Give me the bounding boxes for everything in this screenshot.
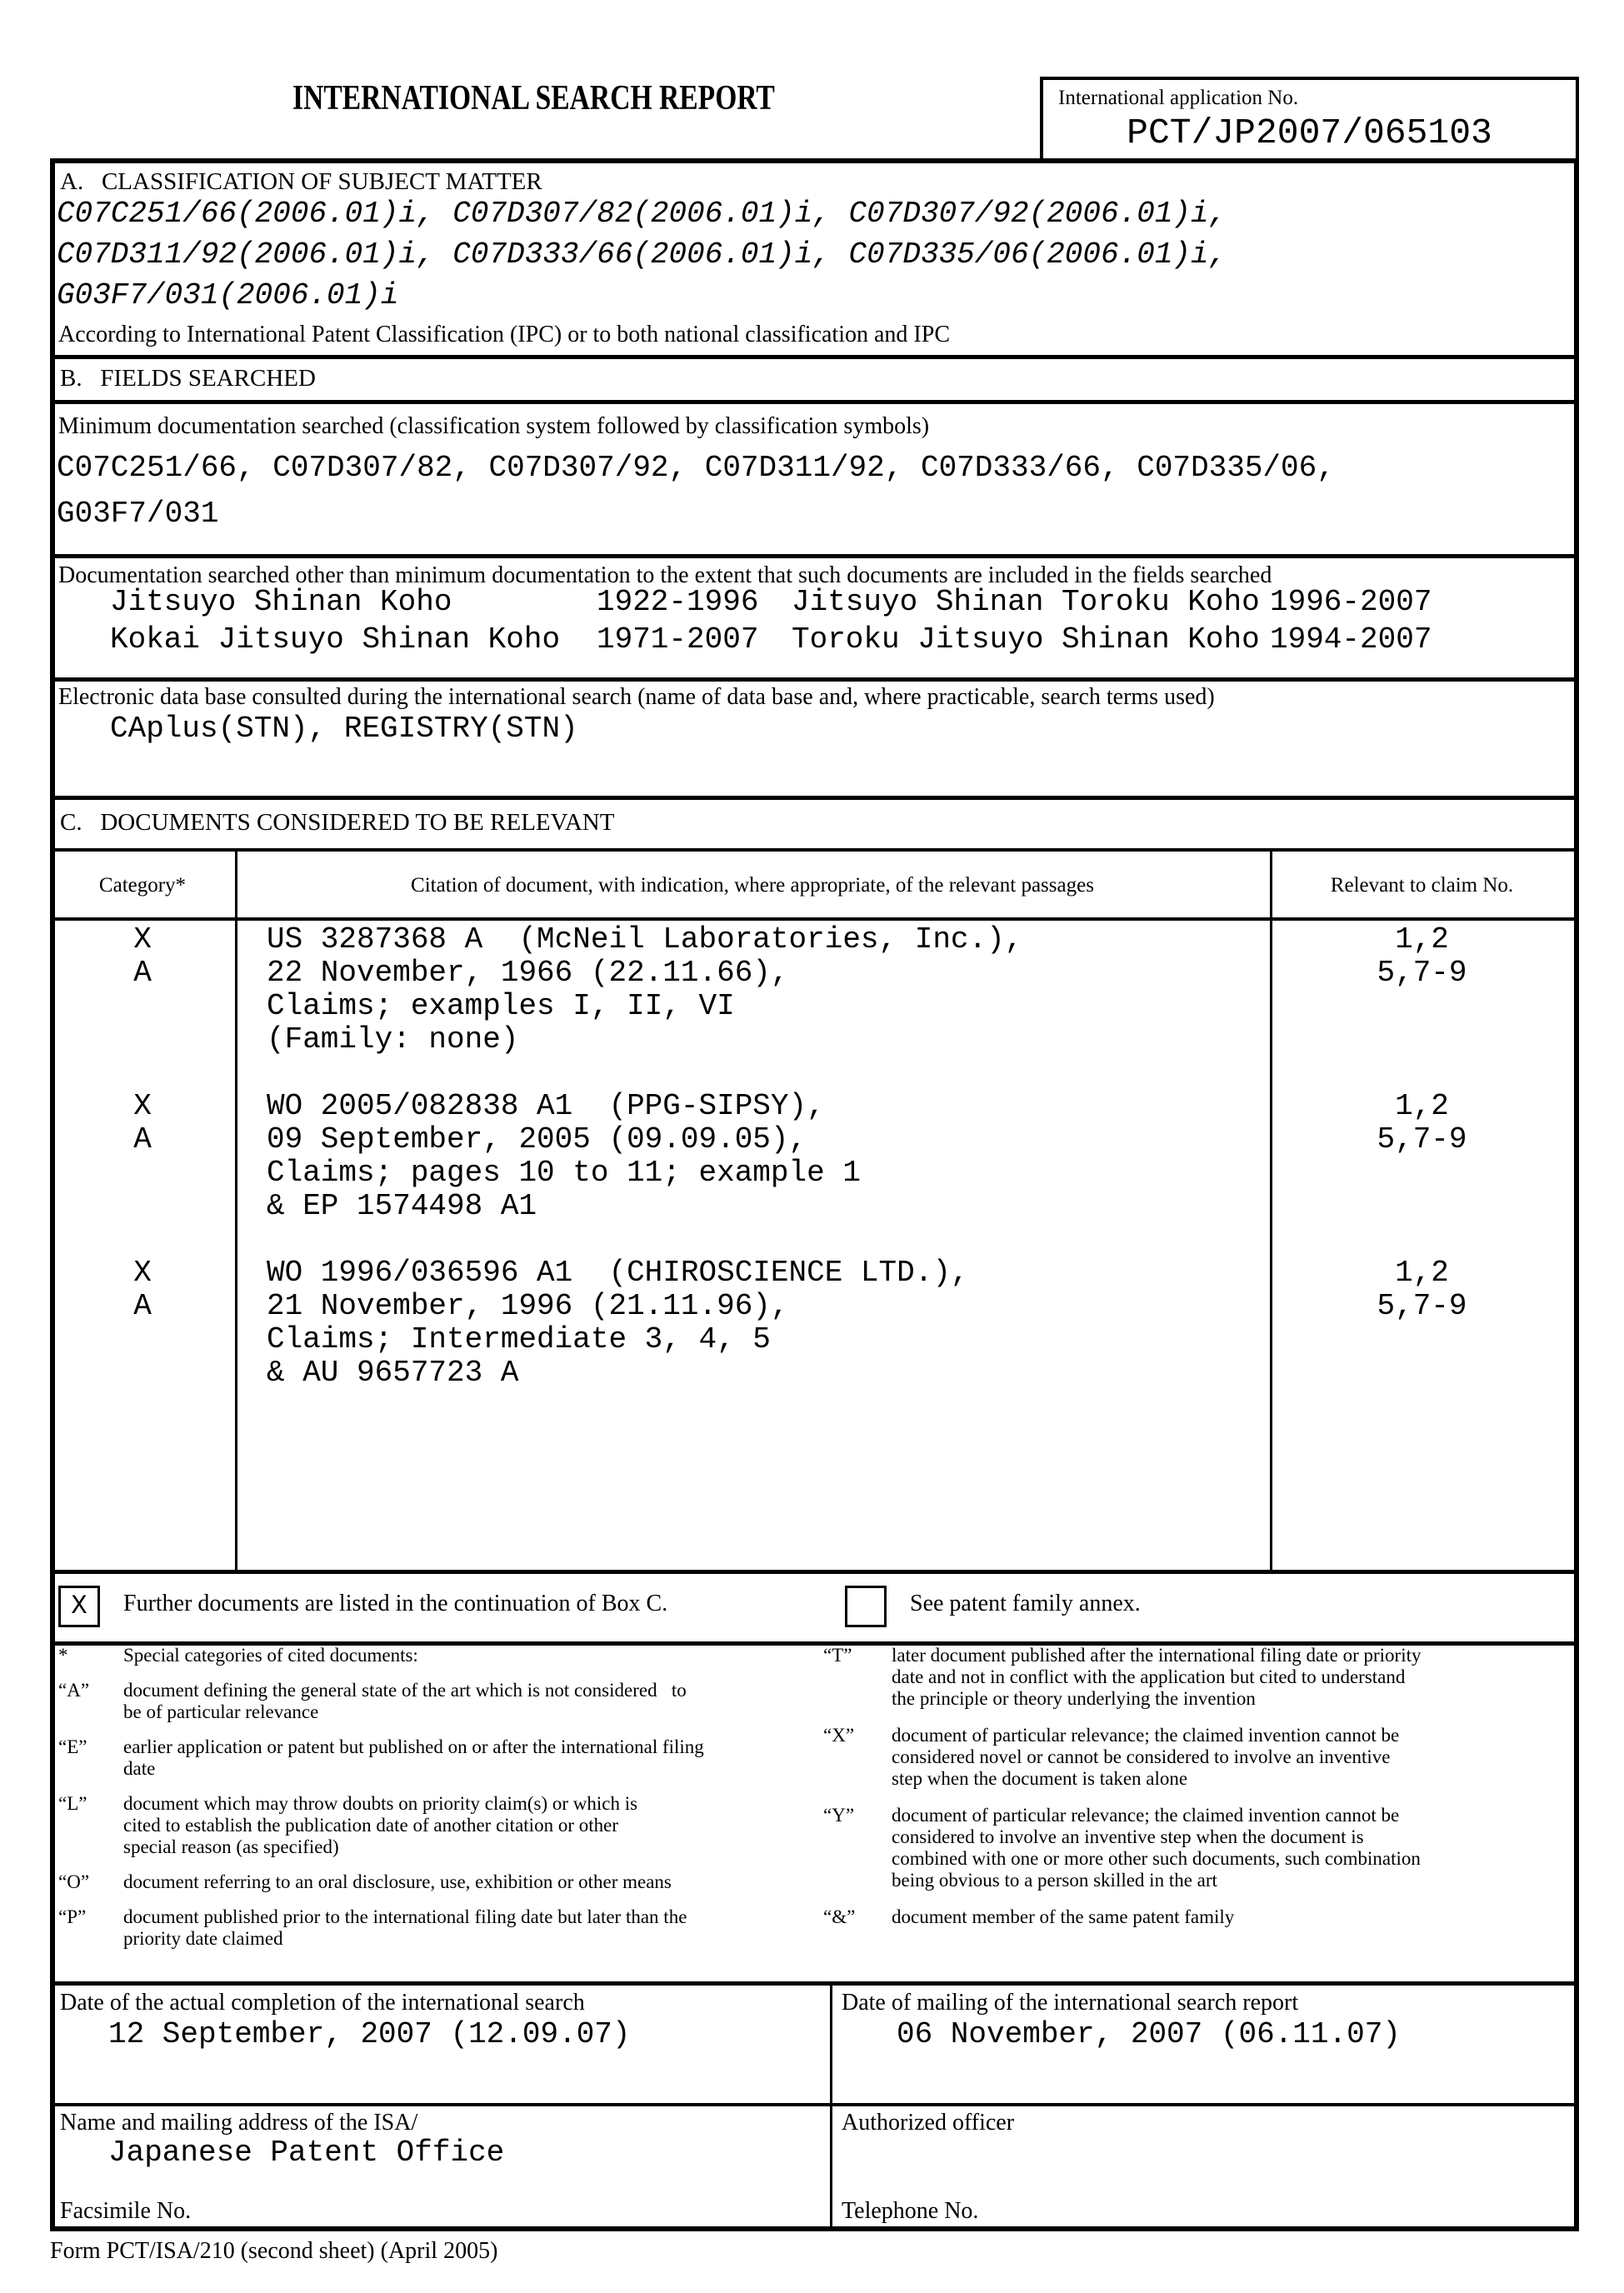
section-b-heading: B. FIELDS SEARCHED xyxy=(60,365,316,392)
isa-name-value: Japanese Patent Office xyxy=(108,2136,505,2170)
section-c-heading: C. DOCUMENTS CONSIDERED TO BE RELEVANT xyxy=(60,809,615,836)
patent-family-annex-checkbox[interactable] xyxy=(845,1586,887,1627)
legend-entry xyxy=(58,1793,783,1858)
mailing-date-label: Date of mailing of the international search report xyxy=(842,1990,1299,2016)
page-title: INTERNATIONAL SEARCH REPORT xyxy=(292,79,775,117)
doc-claims: 1,2 5,7-9 xyxy=(1377,1256,1467,1323)
doc-claims: 1,2 5,7-9 xyxy=(1377,1089,1467,1156)
legend-entry xyxy=(823,1725,1573,1790)
table-border-left xyxy=(50,158,55,2231)
further-documents-label: Further documents are listed in the continuation of Box C. xyxy=(123,1591,668,1616)
completion-date-value: 12 September, 2007 (12.09.07) xyxy=(108,2017,631,2051)
legend-right-column xyxy=(823,1645,1573,1943)
divider xyxy=(50,554,1579,558)
other-doc-range: 1996-2007 xyxy=(1270,585,1432,619)
completion-date-label: Date of the actual completion of the international search xyxy=(60,1990,585,2016)
divider xyxy=(50,400,1579,404)
divider xyxy=(50,1570,1579,1574)
minimum-doc-label: Minimum documentation searched (classification system followed by classification symbols) xyxy=(58,413,930,439)
facsimile-label: Facsimile No. xyxy=(60,2198,192,2224)
legend-text: document defining the general state of the art which is not considered to be of particular relevance xyxy=(123,1680,687,1722)
legend-symbol: “O” xyxy=(58,1871,90,1892)
divider xyxy=(50,917,1579,921)
divider xyxy=(50,355,1579,359)
legend-entry xyxy=(58,1645,783,1666)
section-a-heading: A. CLASSIFICATION OF SUBJECT MATTER xyxy=(60,168,542,195)
ipc-note: According to International Patent Classification (IPC) or to both national classification and IPC xyxy=(58,322,950,347)
column-header-citation: Citation of document, with indication, where appropriate, of the relevant passages xyxy=(411,874,1094,897)
divider xyxy=(50,796,1579,800)
legend-text: document referring to an oral disclosure, use, exhibition or other means xyxy=(123,1871,672,1892)
form-footer: Form PCT/ISA/210 (second sheet) (April 2005) xyxy=(50,2238,498,2264)
legend-entry xyxy=(58,1906,783,1950)
patent-family-annex-label: See patent family annex. xyxy=(910,1591,1141,1616)
category-column-divider xyxy=(235,848,237,1574)
other-doc-name: Toroku Jitsuyo Shinan Koho xyxy=(792,622,1260,657)
divider xyxy=(50,677,1579,682)
legend-text: later document published after the international filing date or priority date and not in conflict with the application but cited to understand the principle or theory underlying the invention xyxy=(892,1645,1422,1709)
legend-text: document member of the same patent family xyxy=(892,1906,1235,1927)
other-doc-range: 1971-2007 xyxy=(597,622,759,657)
legend-entry xyxy=(58,1736,783,1780)
legend-entry xyxy=(58,1871,783,1893)
legend-left-column xyxy=(58,1645,783,1963)
doc-citation: WO 1996/036596 A1 (CHIROSCIENCE LTD.), 21 November, 1996 (21.11.96), Claims; Intermediate 3, 4, 5 & AU 9657723 A xyxy=(267,1256,969,1390)
other-doc-name: Jitsuyo Shinan Koho xyxy=(110,585,452,619)
legend-symbol: “&” xyxy=(823,1906,856,1927)
other-doc-range: 1922-1996 xyxy=(597,585,759,619)
doc-claims: 1,2 5,7-9 xyxy=(1377,922,1467,990)
legend-text: document which may throw doubts on priority claim(s) or which is cited to establish the publication date of another citation or other special reason (as specified) xyxy=(123,1793,638,1857)
divider xyxy=(50,1981,1579,1986)
legend-text: document of particular relevance; the claimed invention cannot be considered novel or cannot be considered to involve an inventive step when the document is taken alone xyxy=(892,1725,1400,1789)
doc-citation: US 3287368 A (McNeil Laboratories, Inc.), 22 November, 1966 (22.11.66), Claims; examples I, II, VI (Family: none) xyxy=(267,922,1023,1057)
legend-entry xyxy=(823,1906,1573,1928)
other-doc-range: 1994-2007 xyxy=(1270,622,1432,657)
other-doc-name: Kokai Jitsuyo Shinan Koho xyxy=(110,622,561,657)
table-border-top xyxy=(50,158,1579,163)
table-border-right xyxy=(1574,158,1579,2231)
legend-symbol: “A” xyxy=(58,1680,90,1701)
doc-category: X A xyxy=(133,1256,152,1323)
edb-value: CAplus(STN), REGISTRY(STN) xyxy=(110,712,578,746)
legend-text: document of particular relevance; the claimed invention cannot be considered to involve an inventive step when the document is combined with one or more other such documents, such combination being obvious to a person skilled in the art xyxy=(892,1805,1421,1891)
legend-symbol: “X” xyxy=(823,1725,855,1746)
application-no-label: International application No. xyxy=(1058,87,1299,109)
column-header-category: Category* xyxy=(98,874,187,897)
further-documents-checkbox[interactable]: X xyxy=(58,1586,100,1627)
legend-symbol: * xyxy=(58,1645,68,1666)
column-header-claims: Relevant to claim No. xyxy=(1330,874,1514,897)
isa-name-label: Name and mailing address of the ISA/ xyxy=(60,2110,418,2136)
minimum-doc-codes: C07C251/66, C07D307/82, C07D307/92, C07D311/92, C07D333/66, C07D335/06, G03F7/031 xyxy=(57,451,1335,531)
legend-entry xyxy=(58,1680,783,1723)
footer-column-divider xyxy=(830,1981,832,2231)
edb-label: Electronic data base consulted during the international search (name of data base and, where practicable, search terms used) xyxy=(58,684,1215,710)
divider xyxy=(50,2103,1579,2106)
other-doc-label: Documentation searched other than minimum documentation to the extent that such documents are included in the fields searched xyxy=(58,562,1272,588)
other-doc-name: Jitsuyo Shinan Toroku Koho xyxy=(792,585,1260,619)
mailing-date-value: 06 November, 2007 (06.11.07) xyxy=(897,2017,1401,2051)
legend-text: earlier application or patent but published on or after the international filing date xyxy=(123,1736,704,1779)
doc-category: X A xyxy=(133,1089,152,1156)
authorized-officer-label: Authorized officer xyxy=(842,2110,1015,2136)
legend-symbol: “P” xyxy=(58,1906,87,1927)
legend-entry xyxy=(823,1805,1573,1891)
doc-category: X A xyxy=(133,922,152,990)
table-border-bottom xyxy=(50,2226,1579,2231)
legend-symbol: “T” xyxy=(823,1645,852,1666)
legend-symbol: “E” xyxy=(58,1736,87,1757)
classification-codes: C07C251/66(2006.01)i, C07D307/82(2006.01)i, C07D307/92(2006.01)i, C07D311/92(2006.01)i, C07D333/66(2006.01)i, C07D335/06(2006.01)i, G03F7/031(2006.01)i xyxy=(57,197,1227,312)
legend-symbol: “Y” xyxy=(823,1805,855,1826)
divider xyxy=(50,848,1579,852)
doc-citation: WO 2005/082838 A1 (PPG-SIPSY), 09 September, 2005 (09.09.05), Claims; pages 10 to 11; example 1 & EP 1574498 A1 xyxy=(267,1089,861,1223)
legend-text: document published prior to the international filing date but later than the priority date claimed xyxy=(123,1906,687,1949)
application-no-value: PCT/JP2007/065103 xyxy=(1127,112,1492,153)
legend-symbol: “L” xyxy=(58,1793,87,1814)
legend-text: Special categories of cited documents: xyxy=(123,1645,418,1666)
telephone-label: Telephone No. xyxy=(842,2198,979,2224)
legend-entry xyxy=(823,1645,1573,1710)
